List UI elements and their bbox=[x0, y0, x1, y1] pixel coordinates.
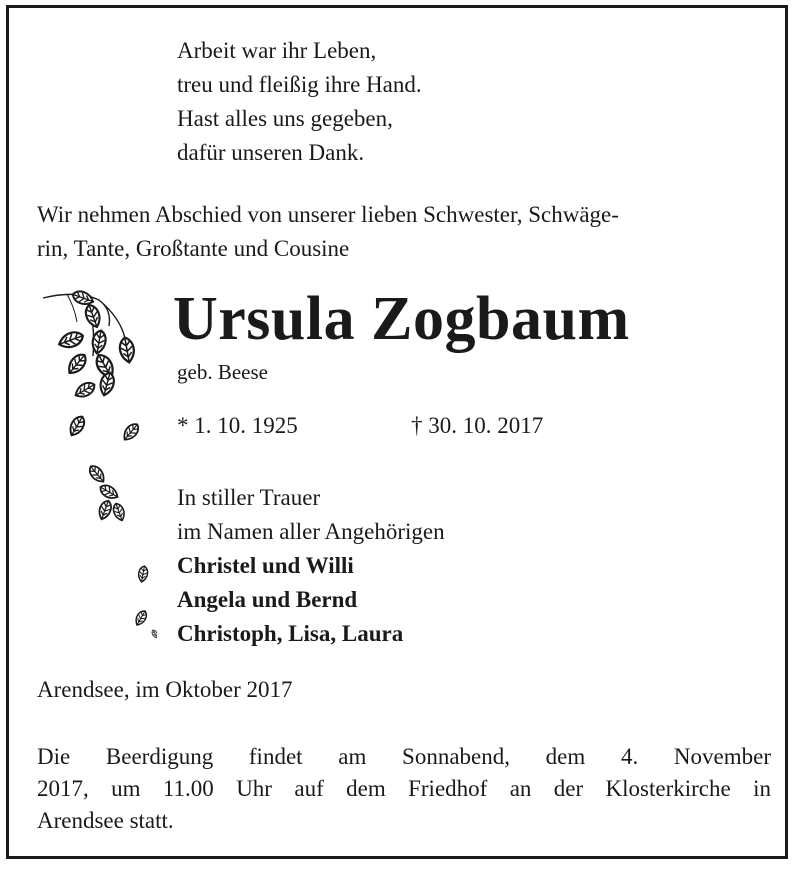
intro-line: Wir nehmen Abschied von unserer lieben Schwester, Schwäge- bbox=[37, 202, 619, 227]
birch-branch-leaves-icon bbox=[37, 286, 157, 646]
death-date: † 30. 10. 2017 bbox=[411, 413, 544, 438]
farewell-intro bbox=[37, 198, 767, 266]
poem-line: Arbeit war ihr Leben, bbox=[177, 38, 377, 63]
funeral-line: Arendsee statt. bbox=[37, 808, 174, 833]
funeral-announcement bbox=[37, 741, 771, 837]
poem-line: dafür unseren Dank. bbox=[177, 140, 365, 165]
mourner-name: Christoph, Lisa, Laura bbox=[177, 621, 404, 646]
poem-line: treu und fleißig ihre Hand. bbox=[177, 72, 422, 97]
mourning-line: In stiller Trauer bbox=[177, 485, 321, 510]
memorial-poem bbox=[177, 34, 422, 170]
mourners-block bbox=[177, 481, 445, 651]
obituary-notice bbox=[6, 5, 788, 859]
birth-date: * 1. 10. 1925 bbox=[177, 413, 298, 438]
funeral-line: 2017, um 11.00 Uhr auf dem Friedhof an der Klosterkirche in bbox=[37, 776, 771, 801]
intro-line: rin, Tante, Großtante und Cousine bbox=[37, 236, 350, 261]
mourner-name: Angela und Bernd bbox=[177, 587, 358, 612]
birth-name: geb. Beese bbox=[177, 360, 268, 384]
mourning-line: im Namen aller Angehörigen bbox=[177, 519, 445, 544]
poem-line: Hast alles uns gegeben, bbox=[177, 106, 393, 131]
deceased-name: Ursula Zogbaum bbox=[173, 285, 630, 353]
mourner-name: Christel und Willi bbox=[177, 553, 354, 578]
place-and-date: Arendsee, im Oktober 2017 bbox=[37, 677, 293, 702]
funeral-line: Die Beerdigung findet am Sonnabend, dem 4. November bbox=[37, 744, 771, 769]
